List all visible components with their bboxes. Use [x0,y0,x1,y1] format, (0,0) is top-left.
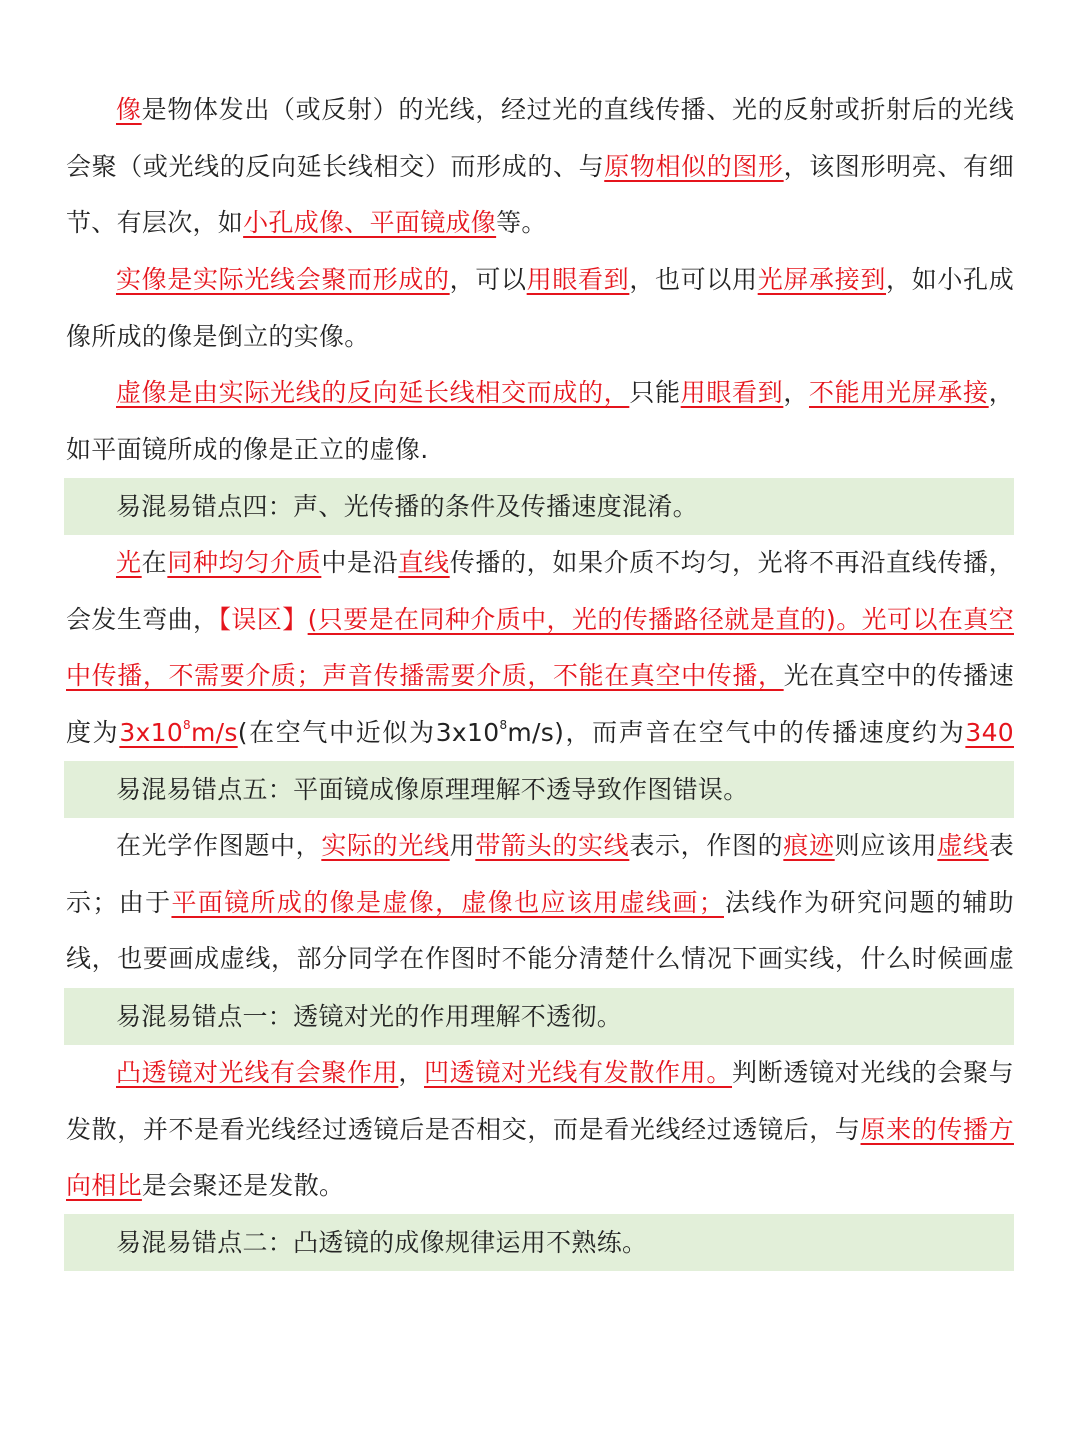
air-speed-note [238,718,966,747]
text-run: 则应该用 [834,831,938,860]
text-run: ，也可以用 [629,265,758,294]
highlight-screen-receivable: 光屏承接到 [757,265,887,294]
value-base: 3x10 [119,717,184,747]
text-run: 在 [141,548,168,577]
highlight-examples: 小孔成像、平面镜成像 [243,208,497,237]
text-run: 等。 [496,208,547,237]
text-run: ， [783,378,810,407]
text-run: (在空气中近似为3x10 [237,717,500,747]
text-run: ，该图形明亮、有细节、有层次，如 [66,151,1014,237]
text-run: 在光学作图题中， [116,831,322,860]
highlight-mirror-virtual: 平面镜所成的像是虚像，虚像也应该用虚线画； [171,887,724,917]
text-run: 传播的，如果介质不均匀，光将不再沿直线传播，会发生弯曲， [66,548,1014,634]
paragraph-real-image [66,252,1014,365]
speed-of-sound: 340 [965,717,1014,747]
highlight-eye-visible: 用眼看到 [526,265,630,294]
section-heading-5 [64,761,1014,818]
misconception-label: 【误区】 [218,604,308,634]
text-run: 表示；由于 [66,831,1014,917]
highlight-not-screen: 不能用光屏承接 [809,378,989,407]
paragraph-image-definition [66,82,1014,252]
text-run: 中是沿 [321,548,399,577]
highlight-misconception: (只要是在同种介质中，光的传播路径就是直的)。光可以在真空中传播，不需要介质；声音传播需要介质，不能在真空中传播， [66,604,1014,690]
text-run: 法线作为研究问题的辅助线，也要画成虚线，部分同学在作图时不能分清楚什么情况下画实线，什么时候画虚 [66,887,1014,973]
value-exponent: 8 [499,717,508,732]
paragraph-lens-effect [66,1045,1014,1215]
section-heading-text: 易混易错点四：声、光传播的条件及传播速度混淆。 [116,492,698,521]
term-image: 像 [116,95,142,124]
section-heading-text: 易混易错点二：凸透镜的成像规律运用不熟练。 [116,1228,648,1257]
highlight-uniform-medium: 同种均匀介质 [167,548,322,577]
text-run: 判断透镜对光线的会聚与发散，并不是看光线经过透镜后是否相交，而是看光线经过透镜后，与 [66,1058,1014,1144]
highlight-concave-lens: 凹透镜对光线有发散作用。 [424,1058,733,1087]
text-run: ，可以 [449,265,527,294]
text-run: 是物体发出（或反射）的光线，经过光的直线传播、光的反射或折射后的光线会聚（或光线的反向延长线相交）而形成的、与 [66,95,1014,181]
highlight-original-direction: 原来的传播方向相比 [66,1114,1014,1200]
speed-of-light [119,718,237,747]
section-heading-1 [64,988,1014,1045]
highlight-straight-line: 直线 [398,548,450,577]
section-heading-2 [64,1214,1014,1271]
text-run: m/s)，而声音在空气中的传播速度约为 [507,717,966,747]
text-run: ，如小孔成像所成的像是倒立的实像。 [66,265,1014,351]
highlight-actual-light: 实际的光线 [321,831,450,860]
term-light: 光 [116,548,142,577]
highlight-convex-lens: 凸透镜对光线有会聚作用 [116,1058,399,1087]
text-run: ， [398,1058,425,1087]
highlight-eye-visible: 用眼看到 [680,378,784,407]
section-heading-text: 易混易错点一：透镜对光的作用理解不透彻。 [116,1002,623,1031]
highlight-real-image: 实像是实际光线会聚而形成的 [116,265,450,294]
text-run: 光在真空中的传播速度为 [66,661,1014,747]
text-run: 是会聚还是发散。 [141,1171,345,1200]
text-run: 用 [449,831,476,860]
text-run: ，如平面镜所成的像是正立的虚像. [66,378,1014,464]
section-heading-4 [64,478,1014,535]
highlight-solid-arrow-line: 带箭头的实线 [475,831,630,860]
highlight-similar-figure: 原物相似的图形 [604,151,784,181]
text-run: 表示，作图的 [629,831,784,860]
highlight-traces: 痕迹 [783,831,835,860]
value-exponent: 8 [183,717,191,732]
paragraph-virtual-image [66,365,1014,478]
highlight-virtual-image: 虚像是由实际光线的反向延长线相交而成的， [116,378,630,407]
text-run: 只能 [629,378,681,407]
value-unit: m/s [190,717,238,747]
section-heading-text: 易混易错点五：平面镜成像原理理解不透导致作图错误。 [116,775,749,804]
highlight-dashed-line: 虚线 [937,831,989,860]
